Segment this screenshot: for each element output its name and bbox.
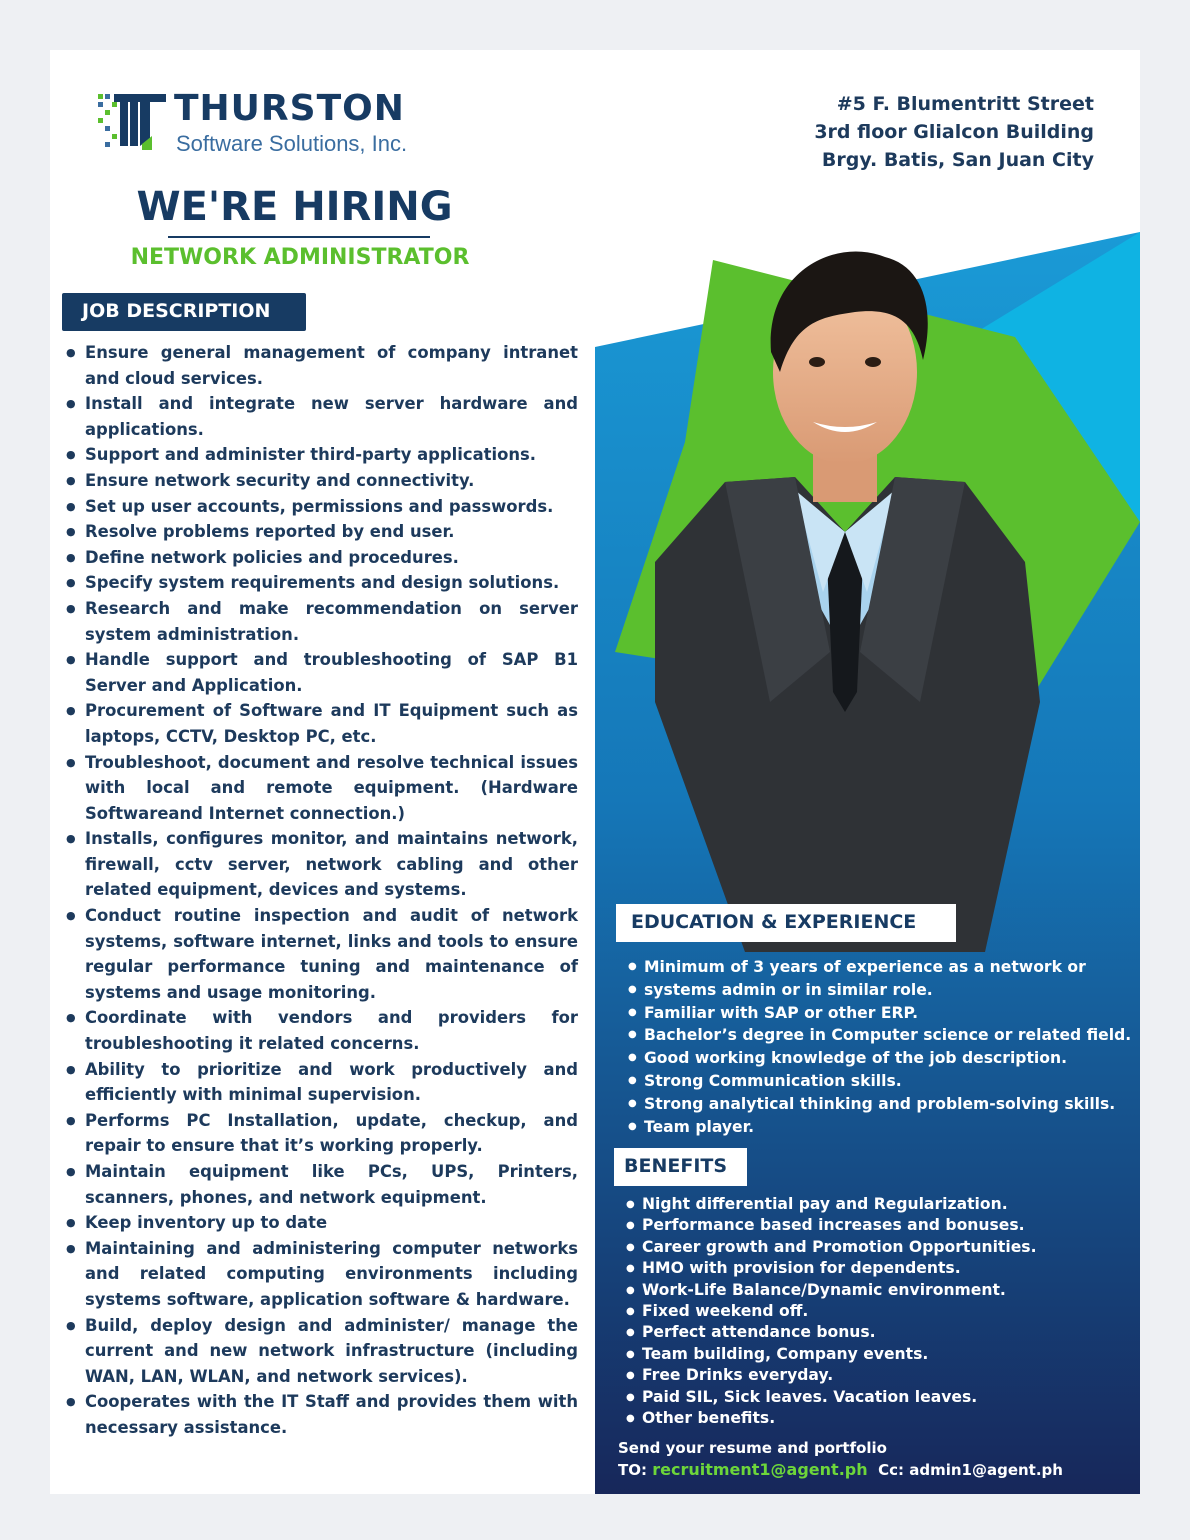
- list-item: ● Team player.: [626, 1116, 1131, 1139]
- position-title: NETWORK ADMINISTRATOR: [130, 245, 470, 270]
- company-address: [814, 90, 1094, 174]
- company-logo: [96, 88, 456, 158]
- address-line: Brgy. Batis, San Juan City: [821, 149, 1094, 171]
- list-item: ● Support and administer third-party applications.: [64, 442, 578, 468]
- job-description-list: [64, 340, 578, 1441]
- education-heading: EDUCATION & EXPERIENCE: [616, 904, 956, 942]
- list-item: ● Other benefits.: [624, 1408, 1037, 1429]
- list-item: ● Performance based increases and bonuses.: [624, 1215, 1037, 1236]
- list-item: ● Coordinate with vendors and providers for troubleshooting it related concerns.: [64, 1005, 578, 1056]
- list-item: ● Paid SIL, Sick leaves. Vacation leaves.: [624, 1387, 1037, 1408]
- list-item: ● Research and make recommendation on server system administration.: [64, 596, 578, 647]
- list-item: ● Build, deploy design and administer/ manage the current and new network infrastructure (including WAN, LAN, WLAN, and network services).: [64, 1313, 578, 1390]
- thurston-logo-icon: [96, 88, 166, 158]
- hiring-poster: [50, 50, 1140, 1494]
- list-item: ● Procurement of Software and IT Equipment such as laptops, CCTV, Desktop PC, etc.: [64, 698, 578, 749]
- headline-divider: [168, 236, 430, 238]
- address-line: 3rd floor Glialcon Building: [814, 121, 1094, 143]
- cc-label: Cc:: [878, 1461, 904, 1479]
- benefits-list: [624, 1194, 1037, 1429]
- list-item: ● Specify system requirements and design solutions.: [64, 570, 578, 596]
- list-item: ● Team building, Company events.: [624, 1344, 1037, 1365]
- list-item: ● Work-Life Balance/Dynamic environment.: [624, 1280, 1037, 1301]
- list-item: ● Ensure network security and connectivity.: [64, 468, 578, 494]
- contact-emails: [618, 1459, 1063, 1481]
- list-item: ● Define network policies and procedures.: [64, 545, 578, 571]
- list-item: ● Install and integrate new server hardware and applications.: [64, 391, 578, 442]
- contact-prompt: Send your resume and portfolio: [618, 1439, 887, 1457]
- list-item: ● Maintain equipment like PCs, UPS, Printers, scanners, phones, and network equipment.: [64, 1159, 578, 1210]
- list-item: ● Ensure general management of company intranet and cloud services.: [64, 340, 578, 391]
- recruitment-email-link[interactable]: recruitment1@agent.ph: [652, 1460, 868, 1479]
- list-item: ● Strong analytical thinking and problem-solving skills.: [626, 1093, 1131, 1116]
- list-item: ● Cooperates with the IT Staff and provides them with necessary assistance.: [64, 1389, 578, 1440]
- list-item: ● systems admin or in similar role.: [626, 979, 1131, 1002]
- list-item: ● HMO with provision for dependents.: [624, 1258, 1037, 1279]
- list-item: ● Performs PC Installation, update, checkup, and repair to ensure that it’s working properly.: [64, 1108, 578, 1159]
- list-item: ● Free Drinks everyday.: [624, 1365, 1037, 1386]
- list-item: ● Perfect attendance bonus.: [624, 1322, 1037, 1343]
- list-item: ● Set up user accounts, permissions and passwords.: [64, 494, 578, 520]
- company-name: THURSTON: [174, 88, 405, 129]
- list-item: ● Handle support and troubleshooting of SAP B1 Server and Application.: [64, 647, 578, 698]
- list-item: ● Keep inventory up to date: [64, 1210, 578, 1236]
- list-item: ● Maintaining and administering computer networks and related computing environments including systems software, application software & hardware.: [64, 1236, 578, 1313]
- list-item: ● Minimum of 3 years of experience as a network or: [626, 956, 1131, 979]
- benefits-heading: BENEFITS: [614, 1148, 747, 1186]
- to-label: TO:: [618, 1461, 647, 1479]
- headline: WE'RE HIRING: [136, 184, 453, 230]
- list-item: ● Familiar with SAP or other ERP.: [626, 1002, 1131, 1025]
- list-item: ● Night differential pay and Regularization.: [624, 1194, 1037, 1215]
- contact-block: [618, 1437, 1063, 1481]
- list-item: ● Fixed weekend off.: [624, 1301, 1037, 1322]
- job-description-heading: JOB DESCRIPTION: [62, 293, 306, 331]
- company-subtitle: Software Solutions, Inc.: [176, 131, 408, 156]
- admin-email-link[interactable]: admin1@agent.ph: [909, 1461, 1063, 1479]
- list-item: ● Resolve problems reported by end user.: [64, 519, 578, 545]
- education-list: [626, 956, 1131, 1138]
- list-item: ● Troubleshoot, document and resolve technical issues with local and remote equipment. (Hardware Softwareand Internet connection.): [64, 750, 578, 827]
- list-item: ● Career growth and Promotion Opportunities.: [624, 1237, 1037, 1258]
- address-line: #5 F. Blumentritt Street: [836, 93, 1094, 115]
- list-item: ● Good working knowledge of the job description.: [626, 1047, 1131, 1070]
- list-item: ● Bachelor’s degree in Computer science or related field.: [626, 1024, 1131, 1047]
- list-item: ● Installs, configures monitor, and maintains network, firewall, cctv server, network cabling and other related equipment, devices and systems.: [64, 826, 578, 903]
- list-item: ● Ability to prioritize and work productively and efficiently with minimal supervision.: [64, 1057, 578, 1108]
- list-item: ● Strong Communication skills.: [626, 1070, 1131, 1093]
- list-item: ● Conduct routine inspection and audit of network systems, software internet, links and tools to ensure regular performance tuning and maintenance of systems and usage monitoring.: [64, 903, 578, 1005]
